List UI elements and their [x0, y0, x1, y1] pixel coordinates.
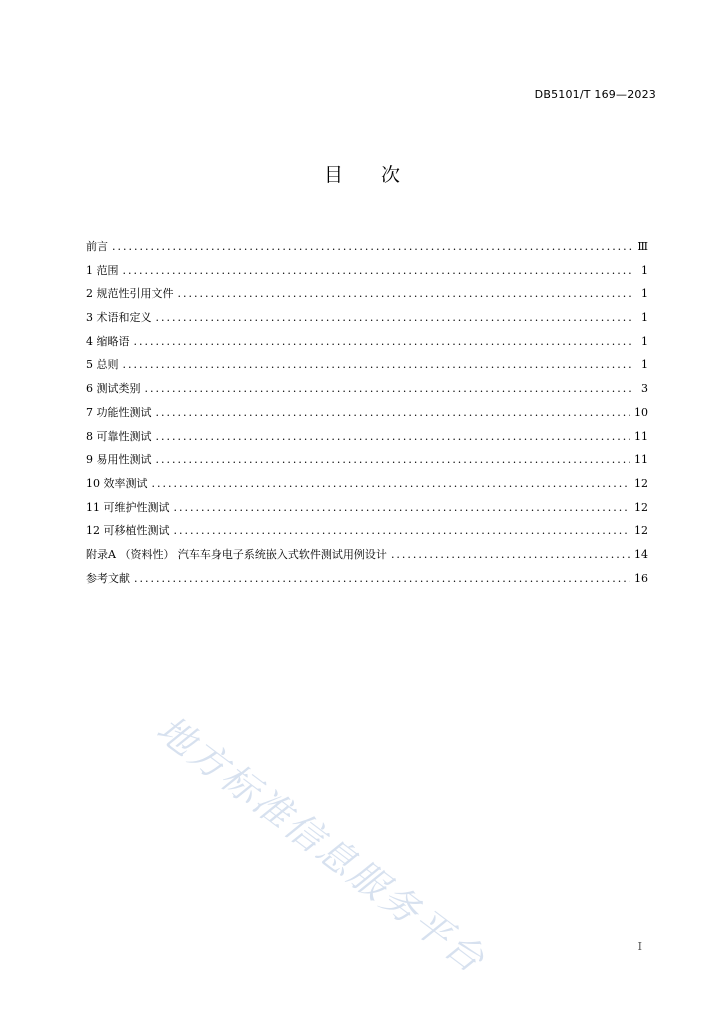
toc-entry-usability-testing[interactable]	[86, 451, 648, 475]
toc-leader-dots	[134, 572, 630, 585]
toc-entry-page: 1	[641, 287, 648, 301]
toc-entry-general[interactable]	[86, 356, 648, 380]
toc-entry-page: 14	[634, 547, 648, 561]
toc-entry-page: 12	[634, 524, 648, 538]
toc-entry-page: 1	[641, 311, 648, 325]
toc-leader-dots	[123, 264, 635, 277]
document-id: DB5101/T 169—2023	[534, 88, 656, 101]
toc-entry-page: 11	[634, 453, 648, 467]
toc-entry-label: 前言	[86, 240, 108, 253]
toc-leader-dots	[391, 548, 630, 561]
toc-entry-page: Ⅲ	[637, 240, 648, 253]
toc-entry-scope[interactable]	[86, 262, 648, 286]
toc-entry-test-categories[interactable]	[86, 380, 648, 404]
toc-entry-label: 5 总则	[86, 358, 119, 372]
toc-entry-normative-references[interactable]	[86, 285, 648, 309]
toc-entry-label: 3 术语和定义	[86, 311, 152, 325]
table-of-contents	[86, 238, 648, 593]
toc-entry-page: 1	[641, 358, 648, 372]
toc-leader-dots	[112, 240, 633, 253]
toc-entry-label: 4 缩略语	[86, 334, 130, 348]
toc-leader-dots	[156, 311, 635, 324]
toc-leader-dots	[178, 287, 635, 300]
page-title: 目 次	[323, 164, 417, 186]
toc-entry-maintainability-testing[interactable]	[86, 499, 648, 523]
toc-entry-page: 16	[634, 571, 648, 585]
toc-leader-dots	[123, 358, 635, 371]
toc-entry-label: 参考文献	[86, 571, 130, 585]
toc-entry-label: 2 规范性引用文件	[86, 287, 174, 301]
toc-leader-dots	[145, 382, 635, 395]
page-number: I	[637, 940, 642, 953]
toc-entry-label: 12 可移植性测试	[86, 524, 170, 538]
toc-entry-functionality-testing[interactable]	[86, 404, 648, 428]
toc-leader-dots	[134, 335, 635, 348]
toc-entry-label: 1 范围	[86, 263, 119, 277]
toc-entry-page: 12	[634, 500, 648, 514]
watermark: 地方标准信息服务平台	[148, 707, 495, 983]
toc-entry-terms[interactable]	[86, 309, 648, 333]
toc-leader-dots	[156, 406, 631, 419]
toc-entry-page: 11	[634, 429, 648, 443]
toc-leader-dots	[156, 430, 631, 443]
toc-entry-reliability-testing[interactable]	[86, 428, 648, 452]
toc-entry-page: 12	[634, 476, 648, 490]
toc-leader-dots	[174, 501, 631, 514]
toc-entry-label: 8 可靠性测试	[86, 429, 152, 443]
toc-entry-portability-testing[interactable]	[86, 522, 648, 546]
toc-entry-page: 10	[634, 405, 648, 419]
toc-entry-efficiency-testing[interactable]	[86, 475, 648, 499]
toc-leader-dots	[174, 524, 631, 537]
toc-leader-dots	[152, 477, 631, 490]
toc-entry-page: 3	[641, 382, 648, 396]
toc-entry-label: 7 功能性测试	[86, 405, 152, 419]
toc-entry-label: 9 易用性测试	[86, 453, 152, 467]
toc-entry-bibliography[interactable]	[86, 570, 648, 594]
toc-entry-label: 附录A （资料性） 汽车车身电子系统嵌入式软件测试用例设计	[86, 547, 387, 561]
toc-entry-label: 6 测试类别	[86, 382, 141, 396]
toc-entry-label: 10 效率测试	[86, 476, 148, 490]
toc-entry-appendix-a[interactable]	[86, 546, 648, 570]
toc-leader-dots	[156, 453, 631, 466]
toc-entry-label: 11 可维护性测试	[86, 500, 170, 514]
toc-entry-abbreviations[interactable]	[86, 333, 648, 357]
toc-entry-foreword[interactable]	[86, 238, 648, 262]
toc-entry-page: 1	[641, 263, 648, 277]
toc-entry-page: 1	[641, 334, 648, 348]
